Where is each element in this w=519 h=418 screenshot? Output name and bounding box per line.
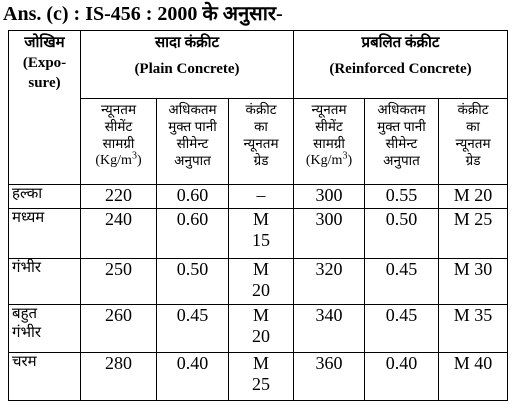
reinforced-max-wc-l4: अनुपात — [383, 153, 420, 168]
reinforced-cement-value: 300 — [294, 209, 365, 259]
plain-min-cement-l3: सामग्री — [102, 136, 135, 151]
reinforced-max-wc-l1: अधिकतम — [377, 102, 426, 117]
exposure-header — [9, 31, 81, 185]
reinforced-cement-value: 300 — [294, 185, 365, 209]
plain-grade-value: M 20 — [229, 305, 294, 353]
reinforced-cement-value: 320 — [294, 259, 365, 305]
table-row — [9, 209, 508, 259]
plain-min-cement-unit: $(Kg/m^3)$ — [95, 150, 142, 168]
exposure-header-en-1: (Expo- — [22, 55, 67, 71]
plain-min-cement-l2: सीमेंट — [104, 119, 133, 134]
plain-cement-value: 220 — [81, 185, 157, 209]
plain-wc-value: 0.50 — [157, 259, 229, 305]
reinforced-grade-value: M 20 — [439, 185, 508, 209]
reinforced-grade-l3: न्यूनतम — [455, 136, 491, 151]
reinforced-wc-value: 0.45 — [365, 305, 439, 353]
reinforced-max-wc-header — [365, 99, 439, 185]
plain-wc-value: 0.60 — [157, 185, 229, 209]
exposure-header-hi: जोखिम — [24, 35, 65, 51]
plain-wc-value: 0.60 — [157, 209, 229, 259]
reinforced-wc-value: 0.55 — [365, 185, 439, 209]
plain-cement-value: 250 — [81, 259, 157, 305]
plain-min-grade-header — [229, 99, 294, 185]
reinforced-wc-value: 0.40 — [365, 353, 439, 401]
plain-max-wc-l4: अनुपात — [174, 153, 211, 168]
plain-grade-l4: ग्रेड — [253, 153, 269, 168]
answer-heading: Ans. (c) : IS-456 : 2000 के अनुसार- — [3, 3, 283, 25]
exposure-label: हल्का — [9, 185, 81, 209]
plain-min-cement-header — [81, 99, 157, 185]
plain-max-wc-l2: मुक्त पानी — [168, 119, 217, 134]
reinforced-grade-value: M 25 — [439, 209, 508, 259]
plain-max-wc-header — [157, 99, 229, 185]
table-row — [9, 259, 508, 305]
plain-cement-value: 260 — [81, 305, 157, 353]
reinforced-grade-value: M 35 — [439, 305, 508, 353]
reinforced-max-wc-l3: सीमेन्ट — [385, 136, 418, 151]
reinforced-min-cement-header — [294, 99, 365, 185]
plain-concrete-hi: सादा कंक्रीट — [154, 35, 220, 51]
reinforced-cement-value: 360 — [294, 353, 365, 401]
exposure-requirements-table — [8, 30, 508, 401]
reinforced-grade-value: M 40 — [439, 353, 508, 401]
reinforced-min-grade-header — [439, 99, 508, 185]
plain-grade-value: M 20 — [229, 259, 294, 305]
plain-wc-value: 0.40 — [157, 353, 229, 401]
plain-grade-l1: कंक्रीट — [245, 102, 277, 117]
reinforced-min-cement-l1: न्यूनतम — [311, 102, 347, 117]
exposure-label: मध्यम — [9, 209, 81, 259]
plain-cement-value: 240 — [81, 209, 157, 259]
table-row — [9, 305, 508, 353]
plain-grade-value: M 25 — [229, 353, 294, 401]
reinforced-wc-value: 0.45 — [365, 259, 439, 305]
reinforced-concrete-hi: प्रबलित कंक्रीट — [361, 35, 440, 51]
reinforced-max-wc-l2: मुक्त पानी — [377, 119, 426, 134]
table-row — [9, 185, 508, 209]
exposure-label: चरम — [9, 353, 81, 401]
header-row-sub — [9, 99, 508, 185]
plain-cement-value: 280 — [81, 353, 157, 401]
header-row-main — [9, 31, 508, 99]
reinforced-concrete-en: (Reinforced Concrete) — [329, 61, 472, 77]
reinforced-cement-value: 340 — [294, 305, 365, 353]
reinforced-grade-l1: कंक्रीट — [457, 102, 489, 117]
reinforced-min-cement-l2: सीमेंट — [315, 119, 343, 134]
plain-max-wc-l3: सीमेन्ट — [176, 136, 209, 151]
reinforced-grade-l2: का — [466, 119, 480, 134]
plain-grade-l2: का — [254, 119, 268, 134]
exposure-header-en-2: sure) — [28, 75, 61, 91]
plain-grade-l3: न्यूनतम — [243, 136, 279, 151]
reinforced-grade-value: M 30 — [439, 259, 508, 305]
reinforced-concrete-header — [294, 31, 508, 99]
reinforced-wc-value: 0.50 — [365, 209, 439, 259]
reinforced-min-cement-unit: $(Kg/m^3)$ — [305, 150, 353, 168]
plain-max-wc-l1: अधिकतम — [168, 102, 217, 117]
reinforced-grade-l4: ग्रेड — [465, 153, 481, 168]
plain-grade-value: – — [229, 185, 294, 209]
exposure-label: बहुत गंभीर — [9, 305, 81, 353]
plain-concrete-header — [81, 31, 294, 99]
plain-grade-value: M 15 — [229, 209, 294, 259]
table-row — [9, 353, 508, 401]
plain-min-cement-l1: न्यूनतम — [100, 102, 137, 117]
plain-wc-value: 0.45 — [157, 305, 229, 353]
exposure-label: गंभीर — [9, 259, 81, 305]
reinforced-min-cement-l3: सामग्री — [313, 136, 345, 151]
plain-concrete-en: (Plain Concrete) — [134, 61, 240, 77]
